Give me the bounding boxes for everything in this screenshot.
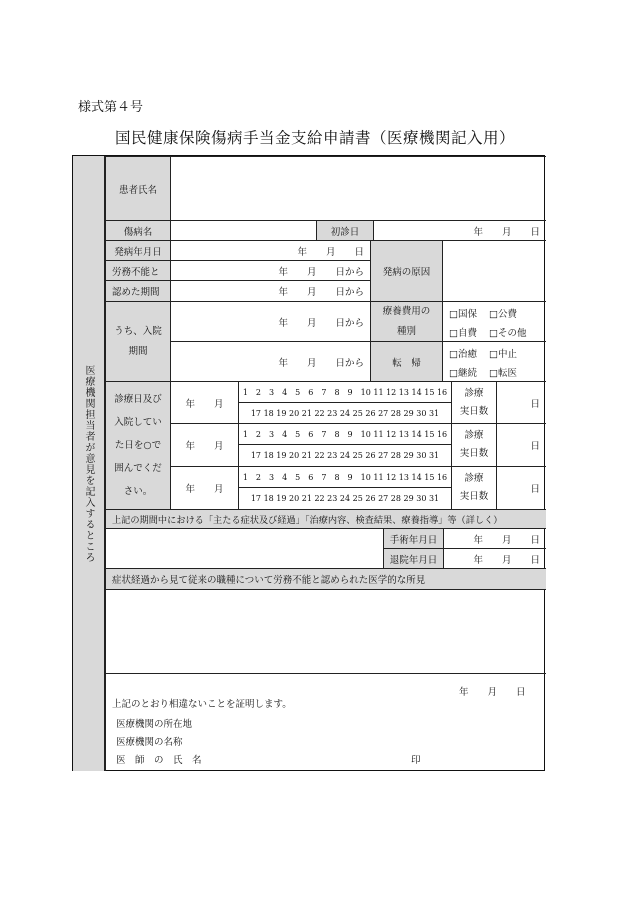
actual-days-field-2[interactable]: 日 xyxy=(496,423,546,466)
cost-type-label xyxy=(370,301,442,341)
visit-month-2[interactable]: 年 月 xyxy=(170,423,238,466)
outcome-options xyxy=(442,341,546,381)
page-title: 国民健康保険傷病手当金支給申請書（医療機関記入用） xyxy=(114,129,515,147)
onset-date-label: 発病年月日 xyxy=(105,240,170,260)
actual-days-field-3[interactable]: 日 xyxy=(496,466,546,509)
hospital-from-2[interactable]: 年 月 日から xyxy=(170,341,370,381)
surgery-date-field[interactable]: 年 月 日 xyxy=(443,528,546,548)
seal-mark: 印 xyxy=(411,755,421,766)
incapacity-from-2[interactable]: 年 月 日から xyxy=(170,280,370,301)
actual-days-label-2b: 実日数 xyxy=(459,448,489,459)
cost-type-label-2: 種別 xyxy=(396,325,416,337)
checkbox-jihi[interactable]: □自費 xyxy=(449,328,477,339)
visit-days-2-row-2[interactable]: 17 18 19 20 21 22 23 24 25 26 27 28 29 30 31 xyxy=(238,444,451,466)
incapacity-label-1: 労務不能と xyxy=(105,260,170,280)
hospital-label-1: うち、入院 xyxy=(114,325,162,337)
visit-days-1-row-1[interactable]: 1 2 3 4 5 6 7 8 9 10 11 12 13 14 15 16 xyxy=(238,381,451,402)
hospital-label-2: 期間 xyxy=(128,345,148,357)
actual-days-label-3 xyxy=(451,466,496,509)
visit-label-4: 囲んでくだ xyxy=(114,463,162,474)
actual-days-label-2a: 診療 xyxy=(464,430,484,441)
details-header: 上記の期間中における「主たる症状及び経過」「治療内容、検査結果、療養指導」等（詳しく） xyxy=(105,509,546,528)
application-form xyxy=(72,155,545,771)
checkbox-cured[interactable]: □治癒 xyxy=(449,349,477,360)
opinion-header: 症状経過から見て従来の職種について労務不能と認められた医学的な所見 xyxy=(105,568,546,589)
visit-label-3: た日を○で xyxy=(114,440,162,451)
checkbox-continued[interactable]: □継続 xyxy=(449,368,477,379)
incapacity-label-2: 認めた期間 xyxy=(105,280,170,301)
actual-days-label-2 xyxy=(451,423,496,466)
visit-days-1-row-2[interactable]: 17 18 19 20 21 22 23 24 25 26 27 28 29 30 31 xyxy=(238,402,451,423)
actual-days-label-1b: 実日数 xyxy=(459,405,489,417)
opinion-field[interactable] xyxy=(105,589,546,673)
visit-days-2-row-1[interactable]: 1 2 3 4 5 6 7 8 9 10 11 12 13 14 15 16 xyxy=(238,423,451,444)
side-label-column xyxy=(73,156,105,771)
surgery-date-label: 手術年月日 xyxy=(383,528,443,548)
side-label: 医療機関担当者が意見を記入するところ xyxy=(83,364,94,563)
outcome-label: 転 帰 xyxy=(370,341,442,381)
visit-days-3-row-1[interactable]: 1 2 3 4 5 6 7 8 9 10 11 12 13 14 15 16 xyxy=(238,466,451,487)
visit-month-3[interactable]: 年 月 xyxy=(170,466,238,509)
visit-month-1[interactable]: 年 月 xyxy=(170,381,238,423)
visit-days-3-row-2[interactable]: 17 18 19 20 21 22 23 24 25 26 27 28 29 30 31 xyxy=(238,487,451,509)
actual-days-label-1a: 診療 xyxy=(464,387,484,399)
checkbox-other[interactable]: □その他 xyxy=(489,328,527,339)
patient-name-field[interactable] xyxy=(170,156,546,220)
patient-name-label: 患者氏名 xyxy=(105,156,170,220)
institution-name-label: 医療機関の名称 xyxy=(116,737,183,748)
visit-label-2: 入院してい xyxy=(114,417,162,428)
form-number: 様式第４号 xyxy=(78,100,144,115)
checkbox-kokuho[interactable]: □国保 xyxy=(449,309,477,320)
hospital-from-1[interactable]: 年 月 日から xyxy=(170,301,370,341)
visit-label-5: さい。 xyxy=(123,486,153,497)
hospital-label xyxy=(105,301,170,381)
incapacity-from-1[interactable]: 年 月 日から xyxy=(170,260,370,280)
certify-text: 上記のとおり相違ないことを証明します。 xyxy=(112,699,292,710)
cause-field[interactable] xyxy=(442,240,546,301)
discharge-date-label: 退院年月日 xyxy=(383,548,443,568)
disease-name-field[interactable] xyxy=(170,220,316,240)
actual-days-label-3a: 診療 xyxy=(464,473,484,484)
discharge-date-field[interactable]: 年 月 日 xyxy=(443,548,546,568)
cause-label: 発病の原因 xyxy=(370,240,442,301)
visit-days-label xyxy=(105,381,170,509)
first-visit-date[interactable]: 年 月 日 xyxy=(373,220,546,240)
address-label: 医療機関の所在地 xyxy=(116,719,193,730)
onset-date-field[interactable]: 年 月 日 xyxy=(170,240,370,260)
certify-date[interactable]: 年 月 日 xyxy=(459,687,526,698)
visit-label-1: 診療日及び xyxy=(114,394,162,405)
doctor-name-label: 医 師 の 氏 名 xyxy=(116,755,202,766)
cost-type-options xyxy=(442,301,546,341)
actual-days-field-1[interactable]: 日 xyxy=(496,381,546,423)
actual-days-label-1 xyxy=(451,381,496,423)
checkbox-stopped[interactable]: □中止 xyxy=(489,349,517,360)
details-field[interactable] xyxy=(105,528,383,568)
checkbox-kouhi[interactable]: □公費 xyxy=(489,309,517,320)
certification-section xyxy=(105,673,546,771)
cost-type-label-1: 療養費用の xyxy=(382,305,431,317)
first-visit-label: 初診日 xyxy=(316,220,373,240)
actual-days-label-3b: 実日数 xyxy=(459,491,489,502)
disease-name-label: 傷病名 xyxy=(105,220,170,240)
checkbox-transfer[interactable]: □転医 xyxy=(489,368,517,379)
